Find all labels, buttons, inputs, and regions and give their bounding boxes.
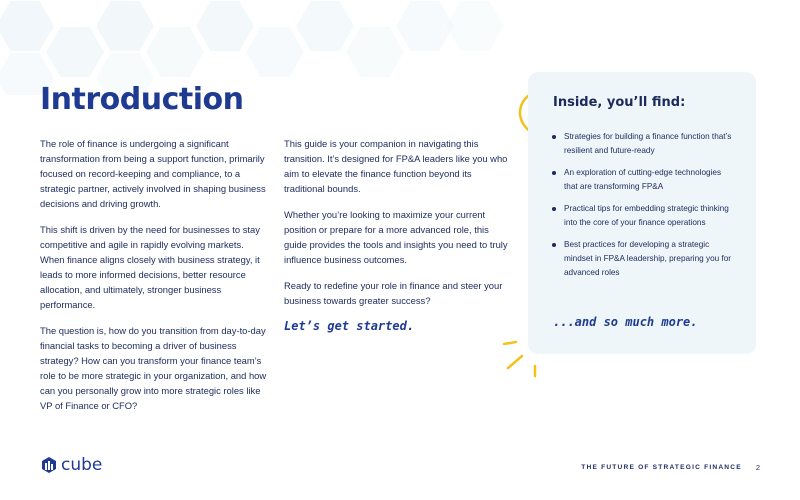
intro-paragraph: Whether you’re looking to maximize your current position or prepare for a more advanced role, this guide provides the tools and insights you need to truly influence business outcomes. [284, 209, 508, 265]
list-item: An exploration of cutting-edge technologies that are transforming FP&A [550, 166, 735, 194]
panel-title: Inside, you’ll find: [553, 95, 686, 110]
page-title: Introduction [40, 82, 244, 117]
panel-list [550, 130, 735, 288]
intro-paragraph: This shift is driven by the need for businesses to stay competitive and agile in rapidly evolving markets. When finance aligns closely with business strategy, it leads to more informed decisions, better resource allocation, and ultimately, stronger business performance. [40, 224, 260, 310]
list-item: Best practices for developing a strategic mindset in FP&A leadership, preparing you for advanced roles [550, 238, 735, 280]
cta-text: Let’s get started. [284, 319, 415, 333]
logo-text: cube [61, 455, 103, 475]
cube-logo-icon [40, 456, 58, 474]
intro-left-column [40, 136, 268, 424]
document-title: THE FUTURE OF STRATEGIC FINANCE [581, 464, 742, 471]
cube-logo [40, 455, 102, 475]
intro-paragraph: The question is, how do you transition from day-to-day financial tasks to becoming a driver of business strategy? How can you transform your finance team’s role to be more strategic in your organization, and how can you personally grow into more strategic roles like VP of Finance or CFO? [40, 325, 267, 411]
intro-middle-column [284, 136, 512, 334]
page-number: 2 [755, 463, 760, 472]
list-item: Practical tips for embedding strategic thinking into the core of your finance operations [550, 202, 735, 230]
list-item: Strategies for building a finance function that’s resilient and future-ready [550, 130, 735, 158]
intro-paragraph: Ready to redefine your role in finance and steer your business towards greater success? [284, 280, 503, 306]
inside-panel [528, 72, 756, 354]
footer [581, 463, 760, 472]
intro-paragraph: The role of finance is undergoing a significant transformation from being a support function, primarily focused on record-keeping and compliance, to a strategic partner, actively involved in shaping business decisions and driving growth. [40, 138, 266, 209]
hexagon-pattern-background [0, 0, 520, 95]
intro-paragraph: This guide is your companion in navigating this transition. It’s designed for FP&A leaders like you who aim to elevate the finance function beyond its traditional bounds. [284, 138, 508, 194]
more-text: ...and so much more. [553, 315, 698, 329]
spark-lines-icon [498, 338, 546, 380]
